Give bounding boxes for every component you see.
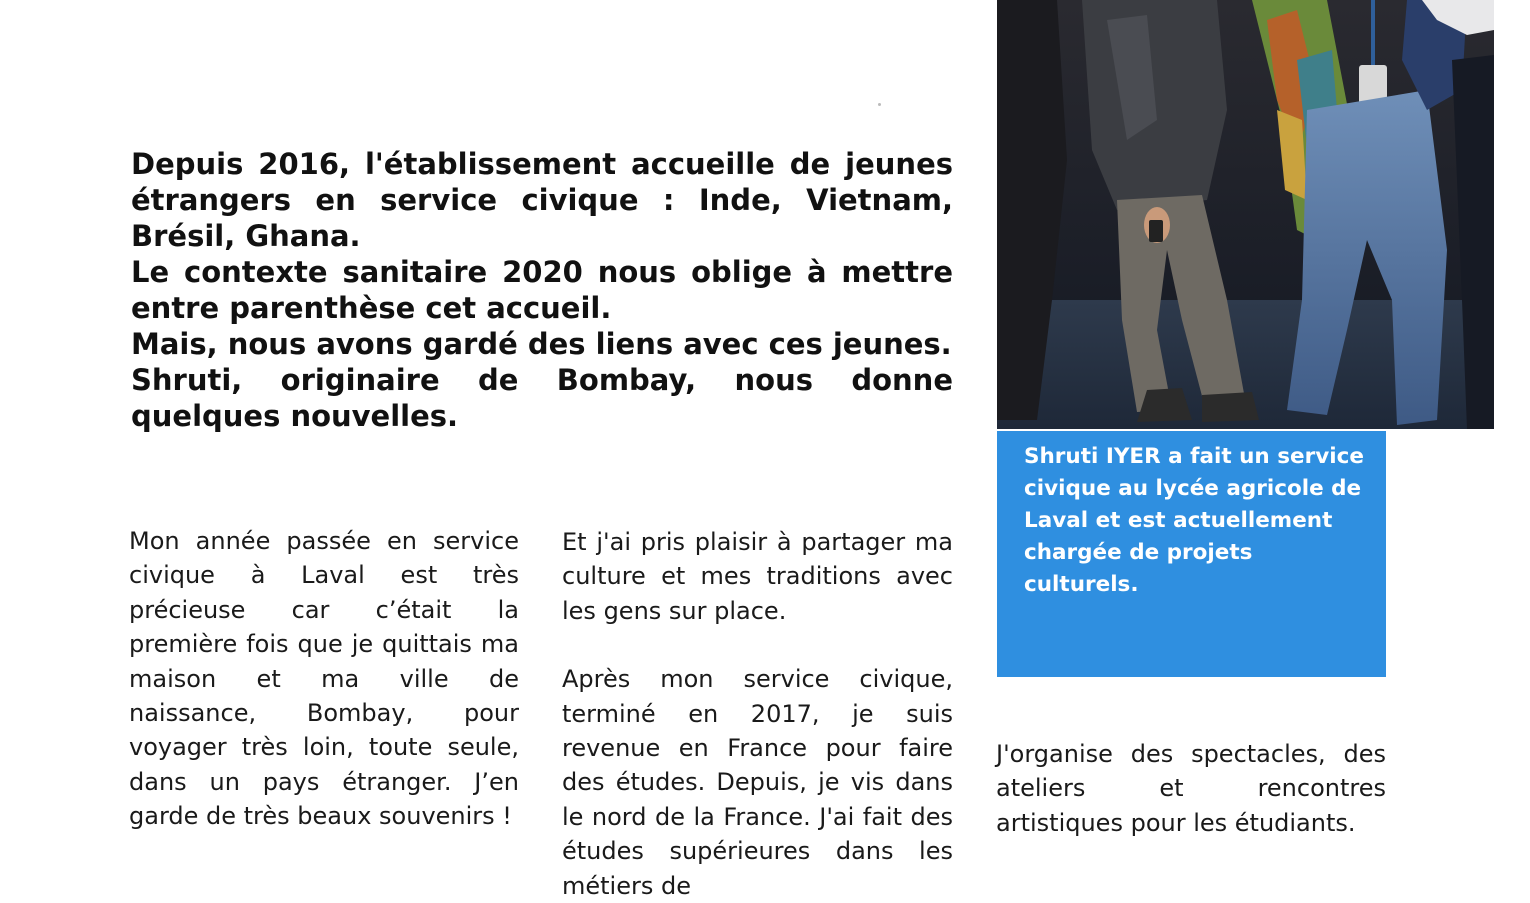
intro-line-4: Shruti, originaire de Bombay, nous donne quelques nouvelles. [131, 363, 953, 433]
column-3-paragraph: J'organise des spectacles, des ateliers et rencontres artistiques pour les étudiants. [996, 740, 1386, 837]
photo-people-crowd [997, 0, 1494, 429]
column-2-paragraph-2: Après mon service civique, terminé en 2017, je suis revenue en France pour faire des études. Depuis, je vis dans le nord de la France. J'ai fait des études supérieures dans les métiers de [562, 665, 953, 900]
column-1 [129, 524, 519, 834]
photo-illustration-icon [997, 0, 1494, 429]
column-1-paragraph: Mon année passée en service civique à Laval est très précieuse car c’était la première fois que je quittais ma maison et ma ville de naissance, Bombay, pour voyager très loin, toute seule, dans un pays étranger. J’en garde de très beaux souvenirs ! [129, 527, 519, 831]
decorative-dot [878, 103, 881, 106]
intro-line-2: Le contexte sanitaire 2020 nous oblige à mettre entre parenthèse cet accueil. [131, 255, 953, 325]
column-3 [996, 737, 1386, 840]
intro-line-3: Mais, nous avons gardé des liens avec ces jeunes. [131, 327, 952, 361]
intro-line-1: Depuis 2016, l'établissement accueille de jeunes étrangers en service civique : Inde, Vietnam, Brésil, Ghana. [131, 147, 953, 253]
intro-block [131, 146, 953, 434]
caption-box [997, 431, 1386, 677]
column-2 [562, 525, 953, 903]
column-2-paragraph-1: Et j'ai pris plaisir à partager ma culture et mes traditions avec les gens sur place. [562, 528, 953, 625]
caption-text: Shruti IYER a fait un service civique au lycée agricole de Laval et est actuellement chargée de projets culturels. [1024, 444, 1364, 597]
